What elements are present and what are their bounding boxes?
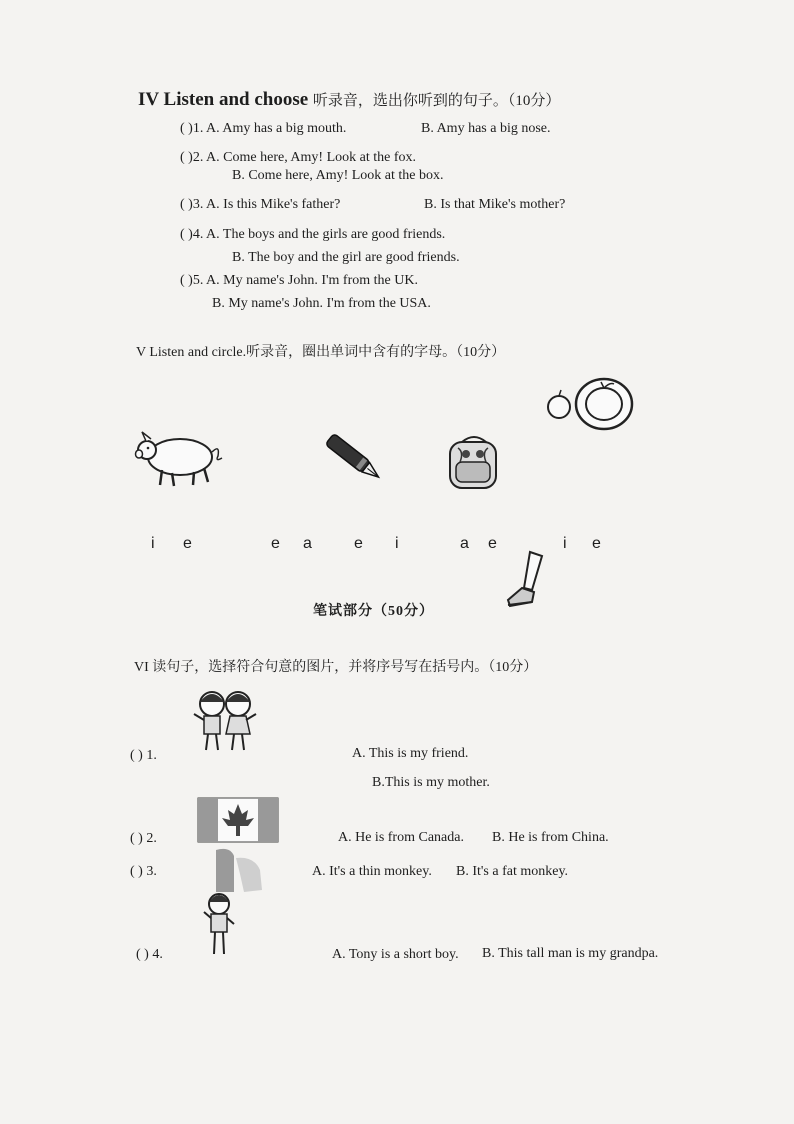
q6-1-number: ( ) 1.	[130, 748, 157, 763]
q6-3-option-a: A. It's a thin monkey.	[312, 864, 432, 879]
letter-option[interactable]: e	[183, 535, 192, 552]
letter-option[interactable]: e	[488, 535, 497, 552]
q6-1-option-b: B.This is my mother.	[372, 775, 490, 790]
q4-3-option-b: B. Is that Mike's mother?	[424, 197, 566, 212]
q6-2-option-a: A. He is from Canada.	[338, 830, 464, 845]
canada-flag-icon	[198, 798, 278, 842]
section-6-heading	[134, 656, 537, 676]
q4-1-option-a: ( )1. A. Amy has a big mouth.	[180, 121, 347, 136]
letter-option[interactable]: a	[460, 535, 469, 552]
q6-2-option-b: B. He is from China.	[492, 830, 609, 845]
q4-1-line	[180, 121, 346, 137]
section-5-title: V Listen and circle.	[136, 345, 247, 360]
section-4-instruction: 听录音，选出你听到的句子。（10分）	[312, 93, 561, 109]
monkey-icon	[210, 846, 264, 896]
section-5-instruction: 听录音，圈出单词中含有的字母。（10分）	[246, 345, 506, 360]
pen-icon	[320, 432, 390, 492]
leg-icon	[502, 550, 548, 612]
q6-4-option-a: A. Tony is a short boy.	[332, 947, 459, 962]
letter-option[interactable]: e	[354, 535, 363, 552]
q4-4-option-b: B. The boy and the girl are good friends.	[232, 250, 460, 265]
letter-option[interactable]: a	[303, 535, 312, 552]
pig-icon	[132, 430, 222, 490]
section-4-heading	[138, 89, 560, 111]
section-6-instruction: 读句子，选择符合句意的图片，并将序号写在括号内。（10分）	[152, 660, 538, 675]
q4-5-option-b: B. My name's John. I'm from the USA.	[212, 296, 431, 311]
q4-4-option-a: ( )4. A. The boys and the girls are good friends.	[180, 227, 446, 242]
letter-option[interactable]: i	[151, 535, 155, 552]
q6-3-option-b: B. It's a fat monkey.	[456, 864, 569, 879]
letter-option[interactable]: i	[395, 535, 399, 552]
q6-4-option-b: B. This tall man is my grandpa.	[482, 946, 659, 961]
section-6-title: VI	[134, 660, 149, 675]
section-5-heading	[136, 341, 505, 361]
q6-2-number: ( ) 2.	[130, 831, 157, 846]
letter-option[interactable]: e	[592, 535, 601, 552]
q6-1-option-a: A. This is my friend.	[352, 746, 469, 761]
letter-option[interactable]: i	[563, 535, 567, 552]
q4-3-option-a: ( )3. A. Is this Mike's father?	[180, 197, 341, 212]
bag-icon	[444, 436, 504, 492]
q4-5-option-a: ( )5. A. My name's John. I'm from the UK.	[180, 273, 418, 288]
friends-icon	[194, 688, 258, 754]
q6-4-number: ( ) 4.	[136, 947, 163, 962]
q4-2-option-a: ( )2. A. Come here, Amy! Look at the fox.	[180, 150, 417, 165]
apple-icon	[546, 376, 636, 436]
boy-icon	[202, 892, 236, 960]
section-4-title: IV Listen and choose	[138, 89, 309, 110]
q6-3-number: ( ) 3.	[130, 864, 157, 879]
q4-1-option-b: B. Amy has a big nose.	[421, 121, 551, 136]
letter-option[interactable]: e	[271, 535, 280, 552]
q4-2-option-b: B. Come here, Amy! Look at the box.	[232, 168, 444, 183]
written-part-heading: 笔试部分（50分）	[313, 604, 434, 619]
